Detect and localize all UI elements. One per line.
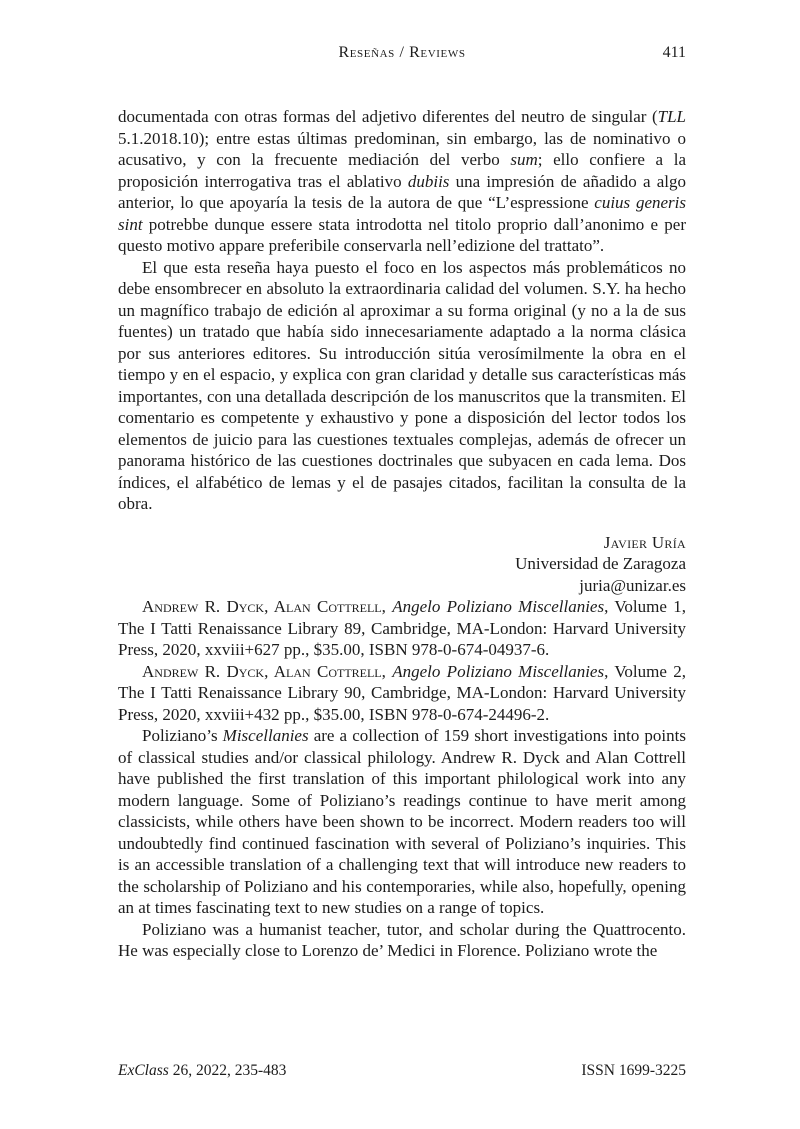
review-es-paragraph-closing: El que esta reseña haya puesto el foco en los aspectos más problemáticos no debe ensombrecer en absoluto la extraordinaria calidad del volumen. S.Y. ha hecho un magnífico trabajo de edición al aproximar a su forma original (y no a la de sus fuentes) un tratado que había sido innecesariamente adaptado a la norma clásica por sus anteriores editores. Su introducción sitúa verosímilmente la obra en el tiempo y en el espacio, y explica con gran claridad y detalle sus características más importantes, con una detallada descripción de los manuscritos que la transmiten. El comentario es competente y exhaustivo y pone a disposición del lector todos los elementos de juicio para las cuestiones textuales complejas, además de ofrecer un panorama histórico de las cuestiones doctrinales que subyacen en cada lema. Dos índices, el alfabético de lemas y el de pasajes citados, facilitan la consulta de la obra.	[118, 257, 686, 513]
running-head: Reseñas / Reviews	[338, 44, 466, 61]
review-en-paragraph-1: Poliziano’s Miscellanies are a collection of 159 short investigations into points of classical studies and/or classical philology. Andrew R. Dyck and Alan Cottrell have published the first translation of this important philological work into any modern language. Some of Poliziano’s readings continue to have merit among classicists, while others have been shown to be incorrect. Modern readers too will undoubtedly find continued fascination with several of Poliziano’s inquiries. This is an accessible translation of a challenging text that will introduce new readers to the scholarship of Poliziano and his contemporaries, while also, hopefully, opening an at times fascinating text to new studies on a range of topics.	[118, 726, 686, 917]
review-en-paragraph-2: Poliziano was a humanist teacher, tutor, and scholar during the Quattrocento. He was especially close to Lorenzo de’ Medici in Florence. Poliziano wrote the	[118, 919, 686, 960]
review-es-paragraph-continued: documentada con otras formas del adjetivo diferentes del neutro de singular (TLL 5.1.2018.10); entre estas últimas predominan, sin embargo, las de nominativo o acusativo, y con la frecuente mediación del verbo sum; ello confiere a la proposición interrogativa tras el ablativo dubiis una impresión de añadido a algo anterior, lo que apoyaría la tesis de la autora de que “L’espressione cuius generis sint potrebbe dunque essere stata introdotta nel titolo proprio dall’anonimo e per questo motivo appare preferibile conservarla nell’edizione del trattato”.	[118, 107, 686, 255]
reviewer-signature	[118, 532, 686, 597]
reviewer-email: juria@unizar.es	[579, 575, 686, 595]
page-header	[118, 44, 686, 64]
text-column	[118, 106, 686, 962]
page-footer	[118, 1062, 686, 1080]
footer-issn: ISSN 1699-3225	[581, 1062, 686, 1079]
book-citation-volume-2: Andrew R. Dyck, Alan Cottrell, Angelo Poliziano Miscellanies, Volume 2, The I Tatti Renaissance Library 90, Cambridge, MA-London: Harvard University Press, 2020, xxviii+432 pp., $35.00, ISBN 978-0-674-24496-2.	[118, 661, 686, 724]
footer-journal-ref: ExClass 26, 2022, 235-483	[118, 1062, 287, 1079]
book-citation-volume-1: Andrew R. Dyck, Alan Cottrell, Angelo Poliziano Miscellanies, Volume 1, The I Tatti Renaissance Library 89, Cambridge, MA-London: Harvard University Press, 2020, xxviii+627 pp., $35.00, ISBN 978-0-674-04937-6.	[118, 597, 686, 659]
reviewer-name: Javier Uría	[603, 532, 686, 552]
page-number: 411	[662, 44, 686, 61]
reviewer-affiliation: Universidad de Zaragoza	[515, 554, 686, 573]
